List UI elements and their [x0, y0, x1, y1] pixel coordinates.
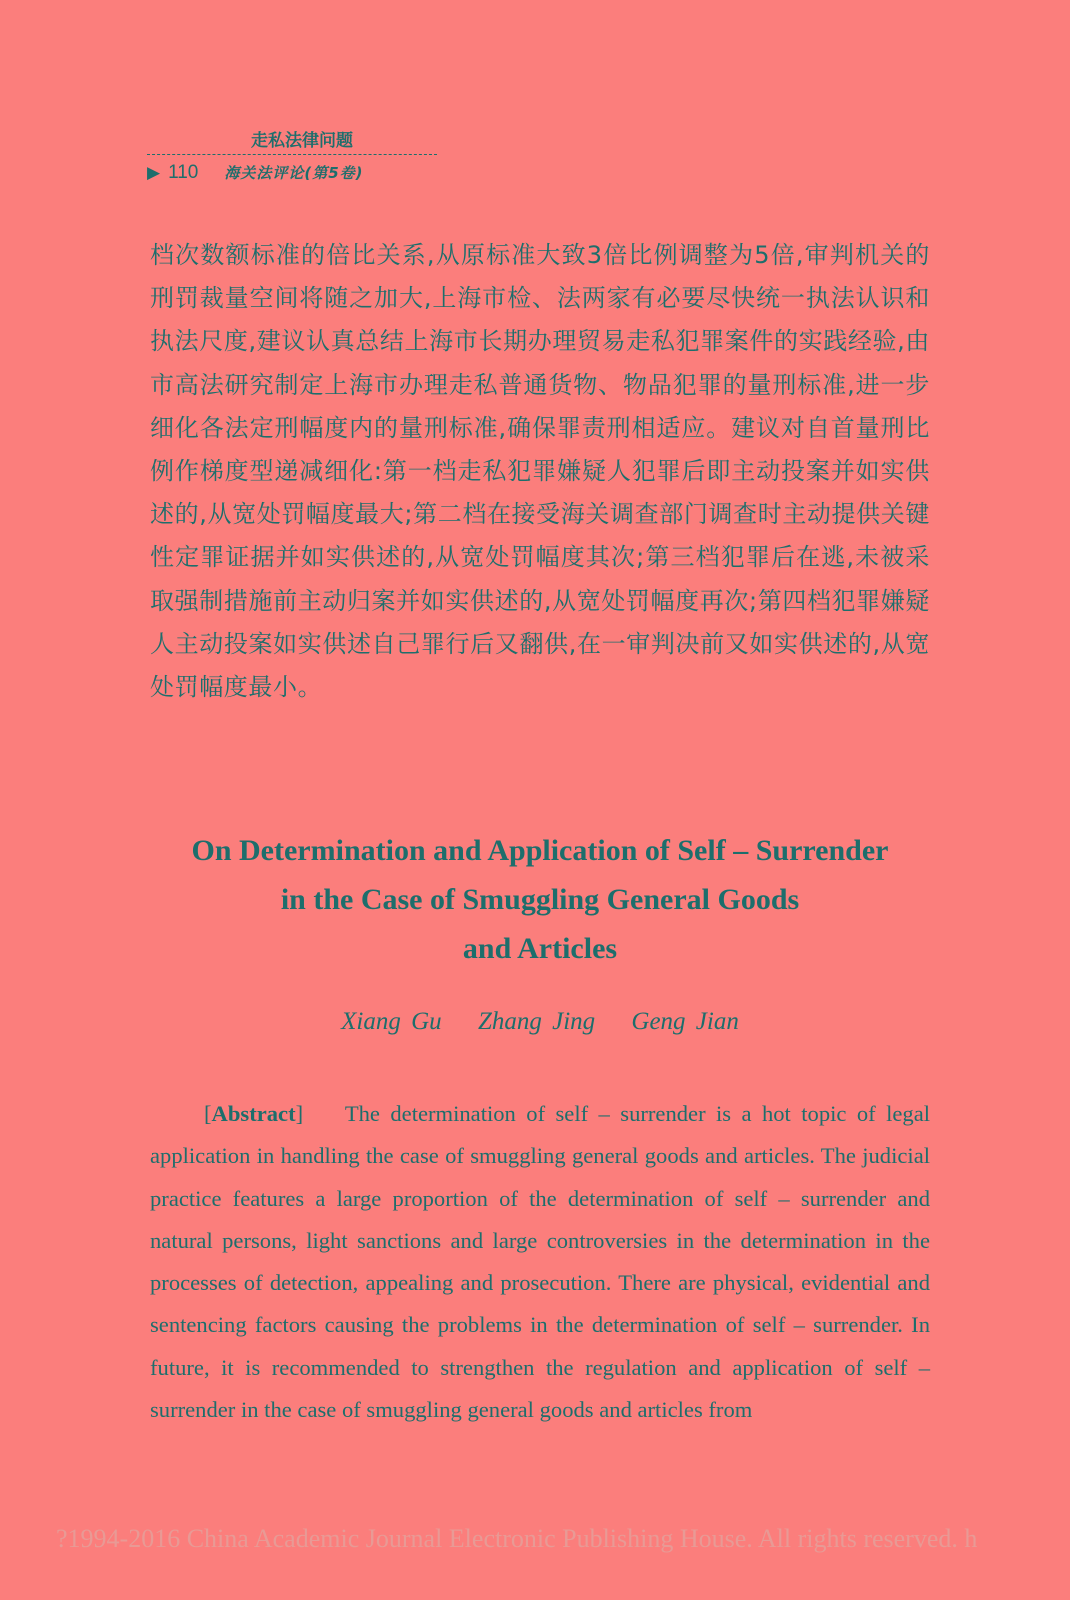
title-line: and Articles — [462, 932, 618, 965]
abstract-bracket-close: ] — [295, 1101, 304, 1126]
triangle-arrow-icon: ▶ — [147, 163, 161, 183]
section-title: 走私法律问题 — [251, 131, 353, 151]
copyright-footer: ?1994-2016 China Academic Journal Electronic Publishing House. All rights reserved. h — [56, 1524, 978, 1553]
title-line: in the Case of Smuggling General Goods — [280, 883, 800, 916]
chinese-body-paragraph: 档次数额标准的倍比关系,从原标准大致3倍比例调整为5倍,审判机关的刑罚裁量空间将随之加大,上海市检、法两家有必要尽快统一执法认识和执法尺度,建议认真总结上海市长期办理贸易走私犯罪案件的实践经验,由市高法研究制定上海市办理走私普通货物、物品犯罪的量刑标准,进一步细化各法定刑幅度内的量刑标准,确保罪责刑相适应。建议对自首量刑比例作梯度型递减细化:第一档走私犯罪嫌疑人犯罪后即主动投案并如实供述的,从宽处罚幅度最大;第二档在接受海关调查部门调查时主动提供关键性定罪证据并如实供述的,从宽处罚幅度其次;第三档犯罪后在逃,未被采取强制措施前主动归案并如实供述的,从宽处罚幅度再次;第四档犯罪嫌疑人主动投案如实供述自己罪行后又翻供,在一审判决前又如实供述的,从宽处罚幅度最小。 — [150, 241, 930, 702]
header-dashed-rule — [147, 154, 437, 155]
english-abstract — [150, 1093, 930, 1431]
english-article-title — [150, 826, 930, 973]
author-name: Geng Jian — [631, 1008, 739, 1035]
abstract-label: Abstract — [211, 1101, 296, 1126]
journal-title: 海关法评论(第5卷) — [224, 164, 364, 182]
page-number: 110 — [168, 162, 199, 183]
author-name: Zhang Jing — [477, 1008, 596, 1035]
title-line: On Determination and Application of Self – Surrender — [191, 834, 889, 867]
header-line — [147, 162, 364, 184]
abstract-bracket-open: [ — [204, 1101, 212, 1126]
author-name: Xiang Gu — [341, 1008, 442, 1035]
abstract-text: The determination of self – surrender is a hot topic of legal application in handling the case of smuggling general goods and articles. The judicial practice features a large proportion of the determination of self – surrender and natural persons, light sanctions and large controversies in the determination in the processes of detection, appealing and prosecution. There are physical, evidential and sentencing factors causing the problems in the determination of self – surrender. In future, it is recommended to strengthen the regulation and application of self – surrender in the case of smuggling general goods and articles from — [150, 1101, 930, 1423]
author-list — [150, 1008, 930, 1036]
